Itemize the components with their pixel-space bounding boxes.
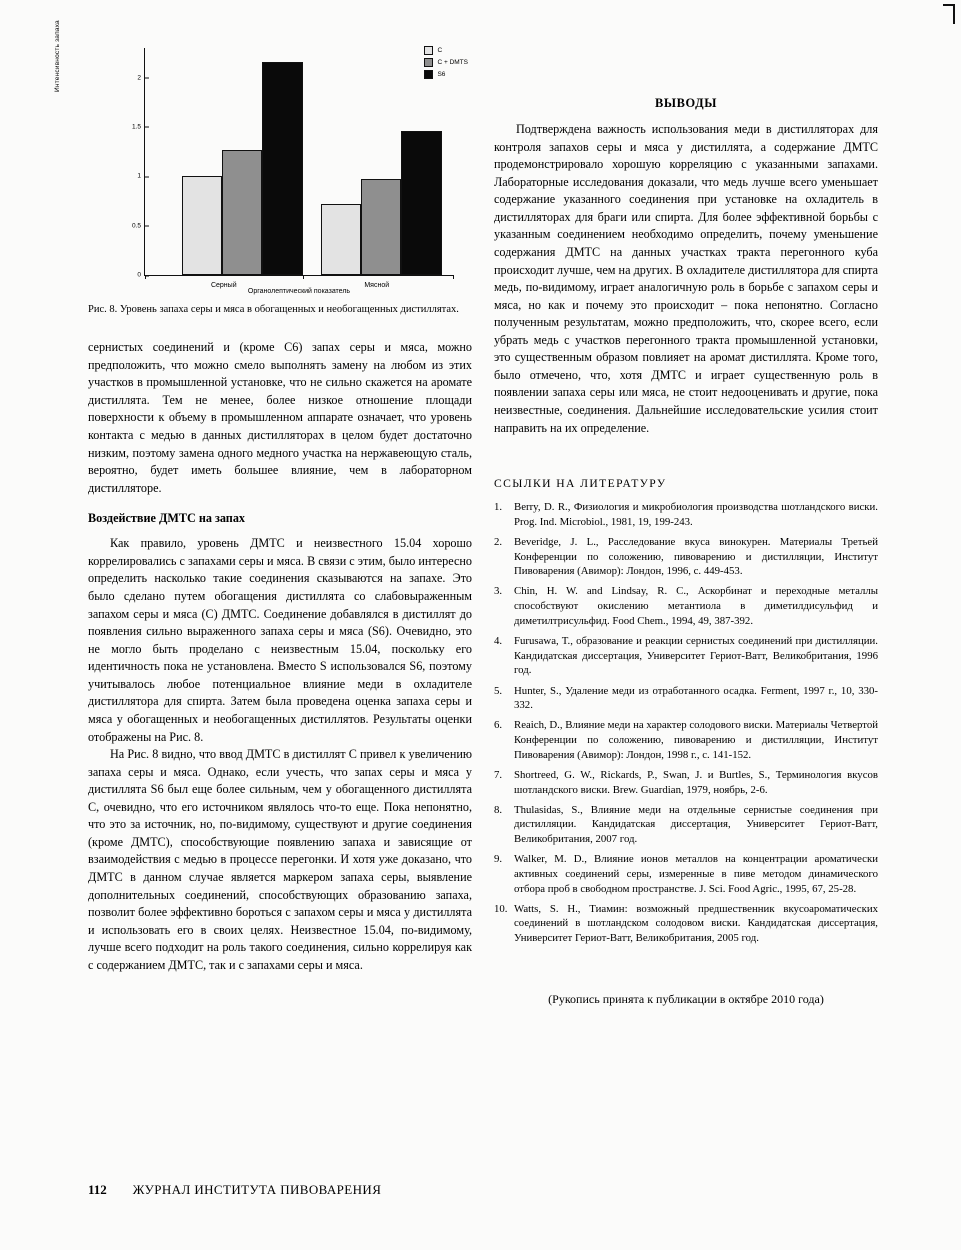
left-paragraph-1: сернистых соединений и (кроме С6) запах серы и мяса, можно предположить, что можно смело выполнять замену на любом из этих участков в промышленной установке, что не сильно скажется на аромате дистиллята. Тем не менее, более низкое отношение площади поверхности к объему в промышленном аппарате означает, что уровень контакта с медью в данных дистилляторах в целом будет достаточно низким, поэтому замена одного медного участка на нержавеющую сталь, вероятно, будет иметь большее влияние, чем в лабораторном дистилляторе. bbox=[88, 340, 472, 495]
reference-item bbox=[494, 718, 878, 762]
y-tick-1: 1 bbox=[137, 173, 145, 180]
page-corner-mark bbox=[943, 4, 955, 24]
reference-number: 8. bbox=[494, 803, 503, 816]
reference-text: Hunter, S., Удаление меди из отработанного осадка. Ferment, 1997 г., 10, 330-332. bbox=[514, 684, 878, 712]
legend-label-s6: S6 bbox=[437, 71, 446, 78]
chart-y-axis-label: Интенсивность запаха bbox=[54, 20, 61, 92]
reference-item bbox=[494, 803, 878, 847]
reference-item bbox=[494, 768, 878, 797]
x-tick-label-myasnoy: Мясной bbox=[364, 282, 390, 289]
left-subheading: Воздействие ДМТС на запах bbox=[88, 511, 246, 526]
x-tick-label-serny: Серный bbox=[210, 282, 237, 289]
reference-text: Thulasidas, S., Влияние меди на отдельные сернистые соединения при дистилляции. Кандидатская диссертация, Университет Гериот-Ватт, Великобритания, 2007 год. bbox=[514, 803, 878, 846]
x-tick-mark-end bbox=[453, 275, 454, 279]
bar-myasnoy-c bbox=[321, 204, 361, 275]
legend-swatch-c bbox=[424, 46, 433, 55]
reference-text: Shortreed, G. W., Rickards, P., Swan, J. и Burtles, S., Терминология вкусов шотландского виски. Brew. Guardian, 1979, ноябрь, 2-6. bbox=[514, 768, 878, 796]
bar-serny-c-dmts bbox=[222, 150, 262, 275]
y-tick-1.5: 1.5 bbox=[132, 123, 145, 130]
reference-item bbox=[494, 535, 878, 579]
accepted-note: (Рукопись принята к публикации в октябре 2010 года) bbox=[548, 991, 824, 1006]
reference-text: Watts, S. H., Тиамин: возможный предшественник вкусоароматических соединений в шотландском солодовом виски. Кандидатская диссертация, Университет Гериот-Ватт, Великобритания, 2005 год. bbox=[514, 902, 878, 945]
reference-text: Reaich, D., Влияние меди на характер солодового виски. Материалы Четвертой Конференции по соложению, пивоварению и дистилляции, Институт Пивоварения (Авимор): Лондон, 1998 г., с. 141-152. bbox=[514, 719, 878, 761]
reference-number: 9. bbox=[494, 853, 503, 866]
y-tick-0: 0 bbox=[137, 272, 145, 279]
references-list bbox=[494, 500, 878, 946]
y-tick-2: 2 bbox=[137, 74, 145, 81]
legend-item-c-dmts bbox=[424, 58, 468, 67]
reference-item bbox=[494, 684, 878, 713]
x-tick-mark-mid bbox=[303, 275, 304, 279]
reference-item bbox=[494, 852, 878, 896]
figure-8 bbox=[54, 20, 472, 317]
reference-text: Walker, M. D., Влияние ионов металлов на концентрации ароматически активных соединений серы, измеренные в пиве методом динамического отбора проб в свободном пространстве. J. Sci. Food Agric., 1995, 67, 25-28. bbox=[514, 853, 878, 895]
reference-number: 3. bbox=[494, 585, 503, 598]
reference-number: 6. bbox=[494, 719, 503, 732]
references-title: ССЫЛКИ НА ЛИТЕРАТУРУ bbox=[494, 477, 667, 491]
figure-caption: Рис. 8. Уровень запаха серы и мяса в обогащенных и необогащенных дистиллятах. bbox=[88, 304, 459, 315]
legend-swatch-s6 bbox=[424, 70, 433, 79]
chart-x-axis-label: Органолептический показатель bbox=[247, 288, 351, 295]
right-column bbox=[494, 96, 878, 1007]
left-paragraph-3: На Рис. 8 видно, что ввод ДМТС в дистиллят С привел к увеличению запаха серы и мяса. Однако, если учесть, что запах серы и мяса у дистиллята S6 был еще более сильным, чем у обогащенного дистиллята С, очевидно, что его источником являлось что-то еще. Пока непонятно, что это за источник, но, по-видимому, существуют и другие соединения (кроме ДМТС), способствующие появлению запаха и зависящие от взаимодействия с медью в процессе перегонки. И хотя уже доказано, что ДМТС в данном случае является маркером запаха серы, выявление дополнительных соединений, способствующих образованию запаха, позволит более эффективно бороться с запахом серы и мяса у дистиллята и использовать его в своих целях. Неизвестное 15.04, по-видимому, лучше всего подходит на роль такого соединения, сильно коррелируя как с содержанием ДМТС, так и с запахами серы и мяса. bbox=[88, 747, 472, 972]
bar-chart bbox=[54, 20, 472, 298]
bar-serny-s6 bbox=[262, 62, 302, 275]
chart-legend bbox=[424, 46, 468, 82]
legend-item-c bbox=[424, 46, 468, 55]
reference-text: Beveridge, J. L., Расследование вкуса винокурен. Материалы Третьей Конференции по соложению, пивоварению и дистилляции, Институт Пивоварения (Авимор): Лондон, 1996, с. 449-453. bbox=[514, 535, 878, 578]
reference-text: Chin, H. W. and Lindsay, R. C., Аскорбинат и переходные металлы способствуют окислению метантиола в диметилдисульфид и диметилтрисульфид. Food Chem., 1994, 49, 387-392. bbox=[514, 585, 878, 627]
conclusions-paragraph: Подтверждена важность использования меди в дистилляторах для контроля запахов серы и мяса у дистиллята, а содержание ДМТС продемонстрировало хорошую корреляцию с указанными запахами. Лабораторные исследования доказали, что медь лучше всего уменьшает содержание указанного соединения при установке на охладитель в дистилляторах для браги или спирта. Для более эффективной борьбы с указанным соединением необходимо определить, почему уменьшение содержания ДМТС на данных участках тракта перегонного куба происходит лучше, чем на других. В охладителе дистиллятора для спирта медь, по-видимому, играет аналогичную роль в борьбе с запахом серы и мяса, но как и почему это происходит – пока непонятно. Согласно полученным результатам, можно предположить, что, скорее всего, если убрать медь с участков перегонного тракта промышленной установки, это существенным образом повлияет на аромат дистиллята. Кроме того, было отмечено, что, хотя ДМТС и играет существенную роль в появлении запаха серы или мяса, не стоит недооценивать и другие, пока неизвестные, соединения. Дальнейшие исследовательские усилия стоит направить на их определение. bbox=[494, 122, 878, 435]
journal-name: ЖУРНАЛ ИНСТИТУТА ПИВОВАРЕНИЯ bbox=[132, 1182, 382, 1197]
reference-item bbox=[494, 634, 878, 678]
reference-text: Berry, D. R., Физиология и микробиология производства шотландского виски. Prog. Ind. Microbiol., 1981, 19, 199-243. bbox=[514, 501, 878, 528]
chart-plot-area bbox=[131, 48, 454, 289]
reference-number: 2. bbox=[494, 535, 503, 548]
reference-item bbox=[494, 584, 878, 628]
page-footer bbox=[88, 1182, 381, 1198]
reference-number: 5. bbox=[494, 684, 503, 697]
reference-item bbox=[494, 500, 878, 529]
conclusions-title: ВЫВОДЫ bbox=[654, 96, 717, 110]
y-tick-0.5: 0.5 bbox=[132, 222, 145, 229]
reference-number: 10. bbox=[494, 902, 508, 915]
reference-number: 1. bbox=[494, 501, 503, 514]
legend-label-c-dmts: C + DMTS bbox=[437, 59, 468, 66]
reference-item bbox=[494, 902, 878, 946]
x-tick-mark-start bbox=[145, 275, 146, 279]
reference-number: 4. bbox=[494, 635, 503, 647]
left-column bbox=[54, 20, 472, 974]
reference-number: 7. bbox=[494, 768, 503, 781]
left-paragraph-2: Как правило, уровень ДМТС и неизвестного 15.04 хорошо коррелировались с запахами серы и мяса. В связи с этим, было интересно определить насколько такие соединения сказываются на запахе. Это было сделано путем обогащения дистиллята со слабовыраженным запахом серы и мяса (С) ДМТС. Соединение добавлялся в дистиллят до появления сильно выраженного запаха серы и мяса (S6). Очевидно, это не могло быть проделано с неизвестным 15.04, поскольку его идентичность пока не установлена. Вместо S использовался S6, поэтому учитывалось любое потенциальное влияние меди в охладителе дистиллятора для спирта. Затем была проведена оценка запаха серы и мяса у обогащенных и необогащенных дистиллятов. Результаты оценки отображены на Рис. 8. bbox=[88, 536, 472, 744]
legend-swatch-c-dmts bbox=[424, 58, 433, 67]
legend-item-s6 bbox=[424, 70, 468, 79]
bar-serny-c bbox=[182, 176, 222, 275]
legend-label-c: C bbox=[437, 47, 443, 54]
bar-myasnoy-c-dmts bbox=[361, 179, 401, 275]
reference-text: Furusawa, T., образование и реакции сернистых соединений при дистилляции. Кандидатская диссертация, Университет Гериот-Ватт, Великобритания, 1996 год. bbox=[514, 635, 878, 677]
page-number: 112 bbox=[88, 1182, 107, 1197]
bar-myasnoy-s6 bbox=[401, 131, 441, 275]
